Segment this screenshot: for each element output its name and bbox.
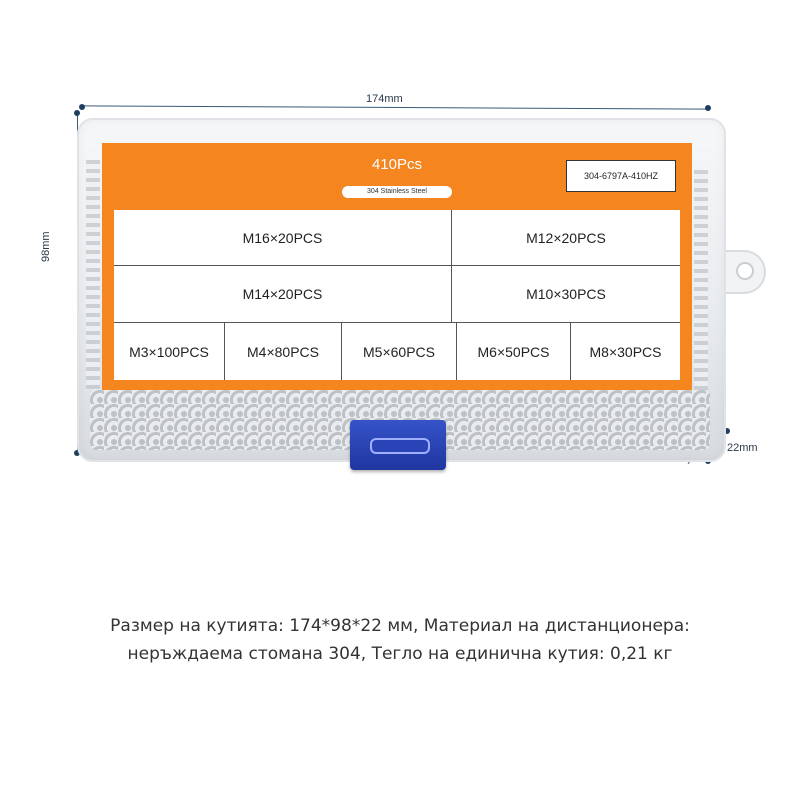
size-cell: M16×20PCS	[114, 210, 452, 266]
width-dimension-end	[705, 105, 711, 111]
total-count: 410Pcs	[371, 156, 423, 173]
screws-right-column	[694, 170, 708, 390]
material-strip: 304 Stainless Steel	[342, 186, 452, 198]
size-cell: M3×100PCS	[114, 322, 225, 380]
product-label	[102, 143, 692, 390]
model-number: 304-6797A-410HZ	[566, 160, 676, 192]
size-cell: M6×50PCS	[457, 322, 571, 380]
size-cell: M5×60PCS	[342, 322, 457, 380]
clasp-slot	[370, 438, 430, 454]
size-cell: M10×30PCS	[526, 286, 606, 302]
size-table	[114, 210, 680, 380]
product-caption	[0, 612, 800, 668]
width-dimension-start	[79, 104, 85, 110]
size-cell: M8×30PCS	[571, 322, 680, 380]
caption-line-2: неръждаема стомана 304, Тегло на единична кутия: 0,21 кг	[127, 644, 673, 664]
hanger-hole	[736, 262, 754, 280]
width-dimension-label: 174mm	[366, 93, 403, 105]
depth-dimension-label: 22mm	[727, 442, 758, 454]
size-cell: M14×20PCS	[114, 266, 452, 322]
height-dimension-start	[74, 110, 80, 116]
size-cell: M12×20PCS	[452, 210, 680, 266]
size-cell: M4×80PCS	[225, 322, 342, 380]
screws-left-column	[86, 160, 100, 390]
caption-line-1: Размер на кутията: 174*98*22 мм, Материал на дистанционера:	[110, 616, 690, 636]
width-dimension-line	[82, 105, 709, 109]
height-dimension-label: 98mm	[40, 231, 52, 262]
